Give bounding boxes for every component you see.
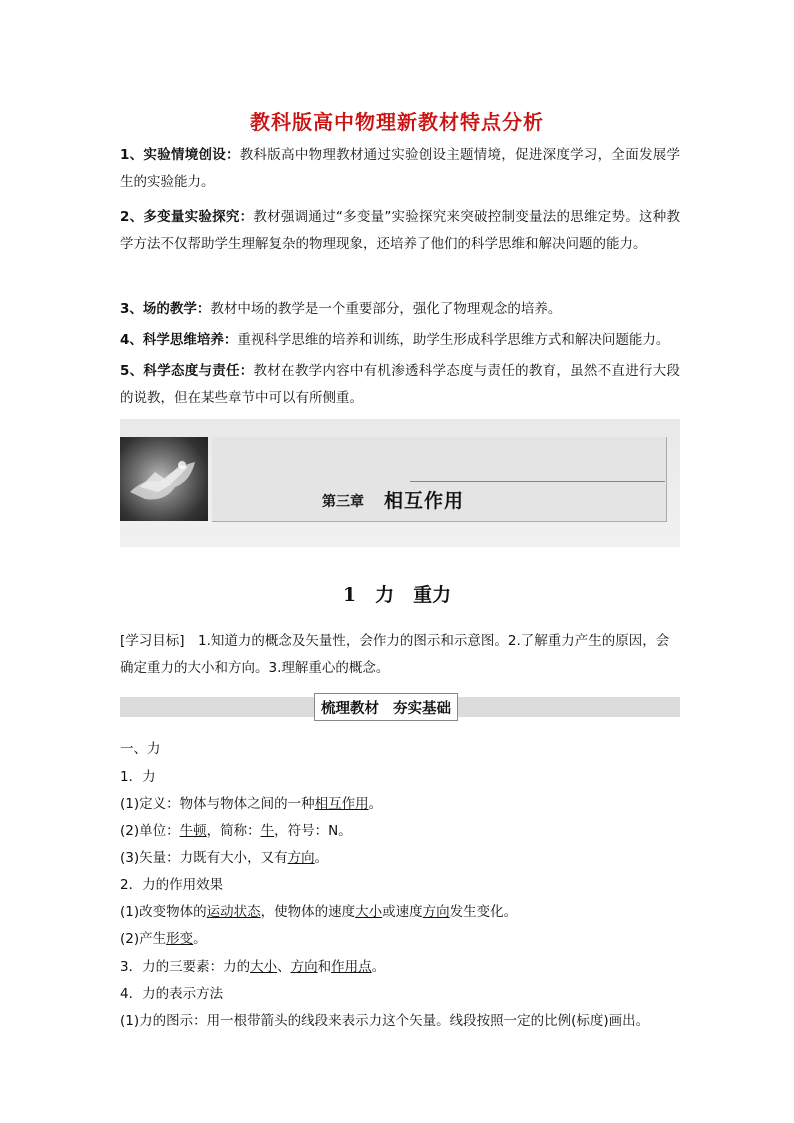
effect-1-answer-1: 运动状态 xyxy=(206,904,261,920)
effect-1-mid2: 或速度 xyxy=(382,904,423,920)
learning-goal: [学习目标] 1.知道力的概念及矢量性，会作力的图示和示意图。2.了解重力产生的原因，会确定重力的大小和方向。3.理解重心的概念。 xyxy=(120,633,670,676)
effect-1-answer-2: 大小 xyxy=(355,904,383,920)
chapter-photo xyxy=(120,437,208,521)
unit-line xyxy=(120,819,352,839)
effect-1-mid: ，使物体的速度 xyxy=(260,904,356,920)
effect-2-text: (2)产生 xyxy=(120,931,167,947)
representation-line-1: (1)力的图示：用一根带箭头的线段来表示力这个矢量。线段按照一定的比例(标度)画出。 xyxy=(120,1013,650,1029)
three-answer-2: 方向 xyxy=(290,959,318,975)
subheading-representation: 4．力的表示方法 xyxy=(120,986,224,1002)
unit-mid: ，简称： xyxy=(206,823,261,839)
unit-answer-1: 牛顿 xyxy=(179,823,207,839)
point-3 xyxy=(120,296,680,323)
effect-1-end: 发生变化。 xyxy=(449,904,518,920)
section-bar-right: 夯实基础 xyxy=(393,700,451,717)
effect-line-1 xyxy=(120,900,517,920)
unit-text: (2)单位： xyxy=(120,823,180,839)
point-4 xyxy=(120,327,680,354)
effect-2-answer: 形变 xyxy=(166,931,194,947)
definition-end: 。 xyxy=(368,796,383,812)
section-bar-label xyxy=(314,693,458,721)
section-bar xyxy=(120,697,680,717)
effect-1-answer-3: 方向 xyxy=(422,904,450,920)
effect-line-2 xyxy=(120,927,207,947)
unit-end: ，符号：N。 xyxy=(274,823,352,839)
three-answer-3: 作用点 xyxy=(331,959,372,975)
section-bar-left: 梳理教材 xyxy=(321,700,379,717)
effect-2-end: 。 xyxy=(193,931,207,947)
definition-text: (1)定义：物体与物体之间的一种 xyxy=(120,796,315,812)
three-elements-line xyxy=(120,955,385,975)
point-4-text: 重视科学思维的培养和训练，助学生形成科学思维方式和解决问题能力。 xyxy=(237,332,670,348)
unit-answer-2: 牛 xyxy=(260,823,275,839)
banner-divider xyxy=(410,481,665,482)
three-sep-2: 和 xyxy=(317,959,332,975)
point-3-text: 教材中场的教学是一个重要部分，强化了物理观念的培养。 xyxy=(210,301,562,317)
point-2 xyxy=(120,204,680,258)
point-1 xyxy=(120,142,680,196)
lesson-title: 1 力 重力 xyxy=(342,584,452,606)
point-4-label: 4、科学思维培养： xyxy=(120,332,238,348)
point-2-text: 教材强调通过“多变量”实验探究来突破控制变量法的思维定势。这种教学方法不仅帮助学生理解复杂的物理现象，还培养了他们的科学思维和解决问题的能力。 xyxy=(120,209,680,252)
vector-end: 。 xyxy=(314,850,329,866)
point-3-label: 3、场的教学： xyxy=(120,301,211,317)
point-1-label: 1、实验情境创设： xyxy=(120,147,240,163)
subheading-effect: 2．力的作用效果 xyxy=(120,877,224,893)
heading-force: 一、力 xyxy=(120,741,161,757)
point-5-text: 教材在教学内容中有机渗透科学态度与责任的教育，虽然不直进行大段的说教，但在某些章节中可以有所侧重。 xyxy=(120,363,680,406)
subheading-force: 1．力 xyxy=(120,769,156,785)
three-sep-1: 、 xyxy=(277,959,291,975)
figure-illustration-icon xyxy=(120,437,208,521)
three-answer-1: 大小 xyxy=(250,959,278,975)
point-5-label: 5、科学态度与责任： xyxy=(120,363,254,379)
chapter-banner xyxy=(120,419,680,547)
effect-1-text: (1)改变物体的 xyxy=(120,904,207,920)
definition-line xyxy=(120,792,382,812)
chapter-name: 相互作用 xyxy=(384,490,465,512)
vector-line xyxy=(120,846,328,866)
vector-text: (3)矢量：力既有大小，又有 xyxy=(120,850,288,866)
three-text: 3．力的三要素：力的 xyxy=(120,959,251,975)
definition-answer: 相互作用 xyxy=(314,796,369,812)
point-2-label: 2、多变量实验探究： xyxy=(120,209,254,225)
point-1-text: 教科版高中物理教材通过实验创设主题情境，促进深度学习，全面发展学生的实验能力。 xyxy=(120,147,680,190)
chapter-title-panel xyxy=(212,437,667,522)
vector-answer: 方向 xyxy=(287,850,315,866)
chapter-number: 第三章 xyxy=(322,494,364,510)
point-5 xyxy=(120,358,680,412)
three-end: 。 xyxy=(371,959,386,975)
document-title: 教科版高中物理新教材特点分析 xyxy=(250,110,544,134)
